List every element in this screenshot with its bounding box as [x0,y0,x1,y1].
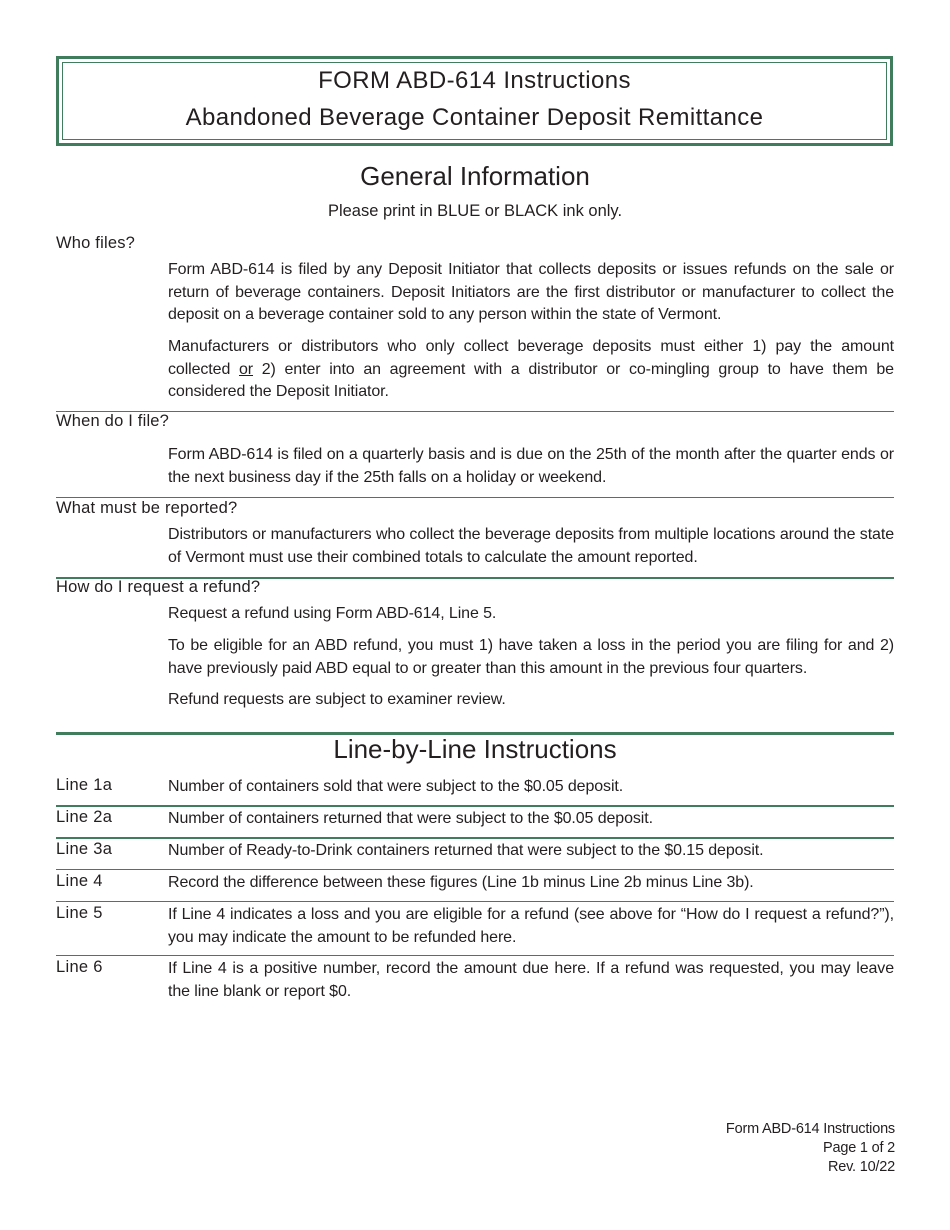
line-instruction: If Line 4 is a positive number, record the amount due here. If a refund was requested, you may leave the line blank or report $0. [168,960,894,1000]
refund-paragraph-2: To be eligible for an ABD refund, you must 1) have taken a loss in the period you are filing for and 2) have previously paid ABD equal to or greater than this amount in the previous four quarters. [168,637,894,677]
who-files-question: Who files? [56,234,136,252]
footer-revision: Rev. 10/22 [827,1159,895,1175]
who-files-p2-before: Manufacturers or distributors who only collect beverage deposits must either 1) pay the amount collected [168,338,894,378]
divider [56,837,894,839]
footer-form-name: Form ABD-614 Instructions [725,1121,895,1137]
when-file-paragraph: Form ABD-614 is filed on a quarterly basis and is due on the 25th of the month after the quarter ends or the next business day if the 25th falls on a holiday or weekend. [168,446,894,486]
line-label: Line 2a [56,808,113,826]
divider [56,901,894,902]
line-label: Line 3a [56,840,113,858]
footer-page-number: Page 1 of 2 [823,1140,895,1156]
who-files-p2-after: 2) enter into an agreement with a distributor or co-mingling group to have them be considered the Deposit Initiator. [168,360,894,400]
what-reported-question: What must be reported? [56,499,238,517]
who-files-paragraph-1: Form ABD-614 is filed by any Deposit Initiator that collects deposits or issues refunds on the sale or return of beverage containers. Deposit Initiators are the first distributor or manufacturer to collect the deposit on a beverage container sold to any person within the state of Vermont. [168,261,894,323]
line-label: Line 4 [56,872,103,890]
line-instruction: If Line 4 indicates a loss and you are eligible for a refund (see above for “How do I request a refund?”), you may indicate the amount to be refunded here. [168,906,894,946]
line-by-line-heading: Line-by-Line Instructions [333,734,617,764]
divider [56,497,894,498]
title-box [56,56,893,146]
divider [56,805,894,807]
who-files-paragraph-2 [168,336,894,404]
divider [56,411,894,412]
when-file-question: When do I file? [56,412,170,430]
ink-note: Please print in BLUE or BLACK ink only. [327,202,623,220]
who-files-p2-or: or [238,360,254,378]
refund-paragraph-3: Refund requests are subject to examiner review. [168,691,506,708]
refund-paragraph-1: Request a refund using Form ABD-614, Line 5. [168,605,497,622]
divider [56,869,894,870]
form-title: FORM ABD-614 Instructions [318,67,631,94]
form-subtitle: Abandoned Beverage Container Deposit Remittance [185,104,764,131]
line-label: Line 1a [56,776,113,794]
line-instruction: Number of Ready-to-Drink containers returned that were subject to the $0.15 deposit. [168,842,764,859]
refund-question: How do I request a refund? [56,578,261,596]
line-instruction: Number of containers returned that were subject to the $0.05 deposit. [168,810,653,827]
line-instruction: Record the difference between these figures (Line 1b minus Line 2b minus Line 3b). [168,874,754,891]
line-label: Line 5 [56,904,103,922]
line-label: Line 6 [56,958,103,976]
general-information-heading: General Information [360,161,590,191]
what-reported-paragraph: Distributors or manufacturers who collect the beverage deposits from multiple locations around the state of Vermont must use their combined totals to calculate the amount reported. [168,526,894,566]
divider [56,955,894,956]
line-instruction: Number of containers sold that were subject to the $0.05 deposit. [168,778,624,795]
